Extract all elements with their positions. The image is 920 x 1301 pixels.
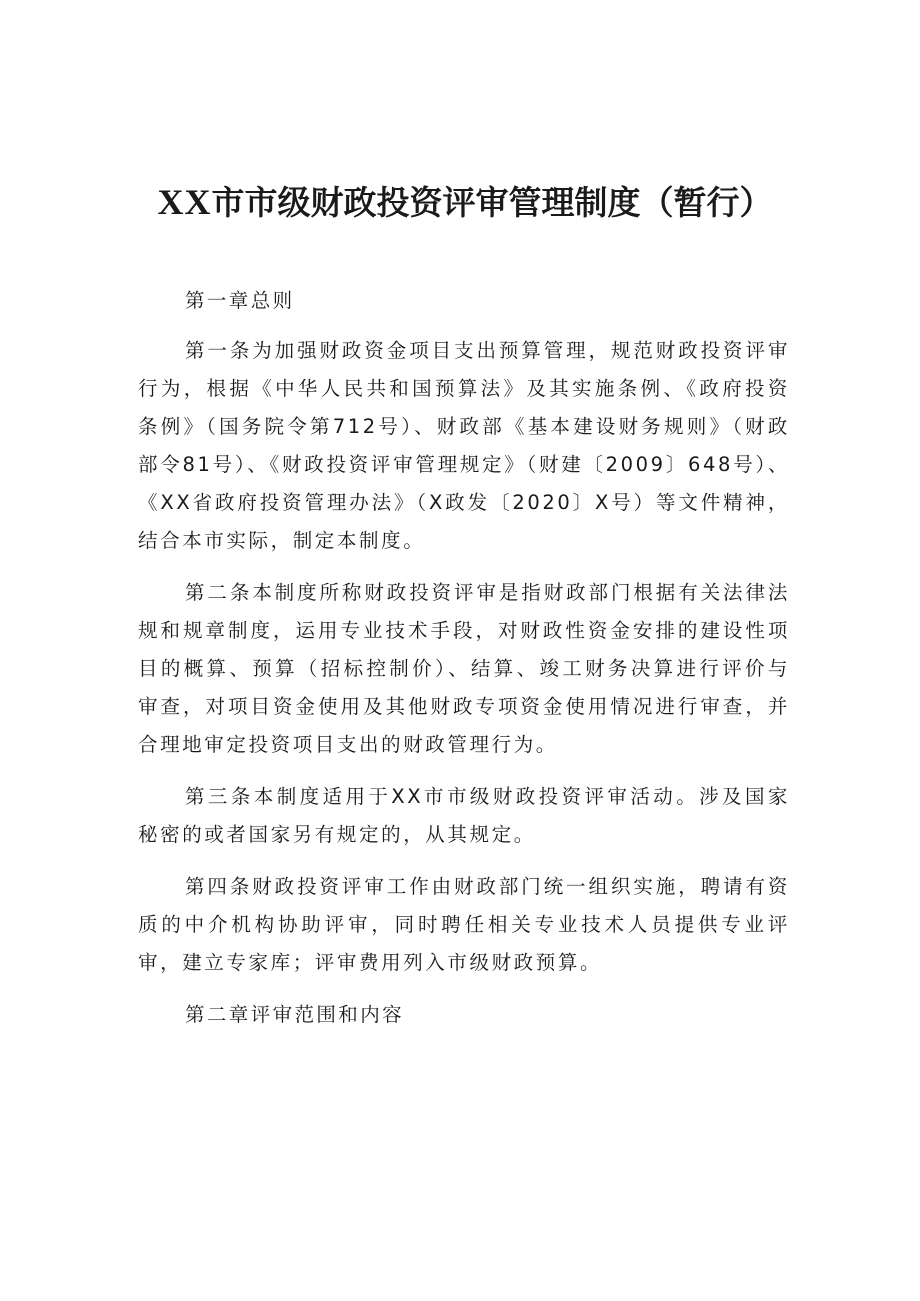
title-prefix: XX [157, 182, 212, 222]
document-title [0, 178, 920, 227]
article-1: 第一条为加强财政资金项目支出预算管理，规范财政投资评审行为，根据《中华人民共和国预算法》及其实施条例、《政府投资条例》（国务院令第712号）、财政部《基本建设财务规则》（财政部令81号）、《财政投资评审管理规定》（财建〔2009〕648号）、《XX省政府投资管理办法》（X政发〔2020〕X号）等文件精神，结合本市实际，制定本制度。 [138, 339, 790, 552]
title-text: 市市级财政投资评审管理制度（暂行） [211, 183, 773, 222]
document-body [138, 282, 790, 1046]
chapter-heading-1: 第一章总则 [185, 289, 295, 312]
article-3: 第三条本制度适用于XX市市级财政投资评审活动。涉及国家秘密的或者国家另有规定的，从其规定。 [138, 785, 790, 846]
chapter-heading-2: 第二章评审范围和内容 [185, 1003, 405, 1026]
article-2: 第二条本制度所称财政投资评审是指财政部门根据有关法律法规和规章制度，运用专业技术手段，对财政性资金安排的建设性项目的概算、预算（招标控制价）、结算、竣工财务决算进行评价与审查，对项目资金使用及其他财政专项资金使用情况进行审查，并合理地审定投资项目支出的财政管理行为。 [138, 581, 790, 756]
article-4: 第四条财政投资评审工作由财政部门统一组织实施，聘请有资质的中介机构协助评审，同时聘任相关专业技术人员提供专业评审，建立专家库；评审费用列入市级财政预算。 [138, 875, 790, 974]
